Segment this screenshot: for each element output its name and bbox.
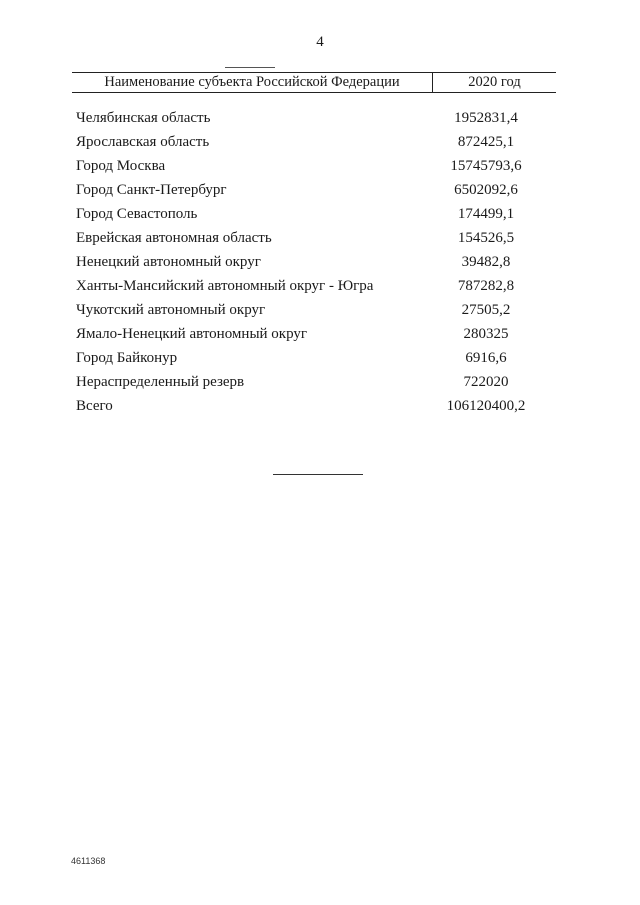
- row-subject-name: Город Байконур: [76, 350, 178, 366]
- row-subject-name: Ненецкий автономный округ: [76, 254, 261, 270]
- row-subject-name: Ярославская область: [76, 134, 210, 150]
- header-subject-name: Наименование субъекта Российской Федерации: [72, 73, 433, 92]
- row-value: 106120400,2: [446, 398, 526, 414]
- table-row: [76, 226, 546, 250]
- row-subject-name: Город Санкт-Петербург: [76, 182, 227, 198]
- table-row: [76, 106, 546, 130]
- row-value: 6502092,6: [454, 182, 518, 198]
- header-year: 2020 год: [468, 74, 521, 90]
- row-subject-name: Город Москва: [76, 158, 166, 174]
- end-of-table-rule: [273, 474, 363, 475]
- row-subject-name: Ханты-Мансийский автономный округ - Югра: [76, 278, 374, 294]
- table-row: [76, 250, 546, 274]
- row-subject-name: Ямало-Ненецкий автономный округ: [76, 326, 308, 342]
- header-top-rule: [225, 67, 275, 68]
- row-value: 154526,5: [457, 230, 515, 246]
- row-value: 15745793,6: [450, 158, 522, 174]
- row-value: 39482,8: [461, 254, 511, 270]
- page-number: 4: [316, 34, 324, 50]
- row-value: 280325: [463, 326, 509, 342]
- row-subject-name: Всего: [76, 398, 113, 414]
- row-value: 6916,6: [465, 350, 507, 366]
- row-subject-name: Чукотский автономный округ: [76, 302, 266, 318]
- row-subject-name: Город Севастополь: [76, 206, 198, 222]
- table-header: [72, 72, 556, 93]
- row-subject-name: Челябинская область: [76, 110, 211, 126]
- row-value: 787282,8: [457, 278, 515, 294]
- row-value: 27505,2: [461, 302, 511, 318]
- table-row: [76, 178, 546, 202]
- row-subject-name: Еврейская автономная область: [76, 230, 272, 246]
- row-value: 1952831,4: [454, 110, 518, 126]
- table-body: [76, 106, 546, 418]
- table-row: [76, 274, 546, 298]
- table-row: [76, 298, 546, 322]
- table-row: [76, 202, 546, 226]
- row-value: 722020: [463, 374, 509, 390]
- table-row: [76, 130, 546, 154]
- document-code: 4611368: [71, 856, 106, 866]
- row-value: 174499,1: [457, 206, 515, 222]
- table-row-total: [76, 394, 546, 418]
- table-row: [76, 154, 546, 178]
- row-value: 872425,1: [457, 134, 515, 150]
- table-row: [76, 370, 546, 394]
- row-subject-name: Нераспределенный резерв: [76, 374, 245, 390]
- table-row: [76, 322, 546, 346]
- table-row: [76, 346, 546, 370]
